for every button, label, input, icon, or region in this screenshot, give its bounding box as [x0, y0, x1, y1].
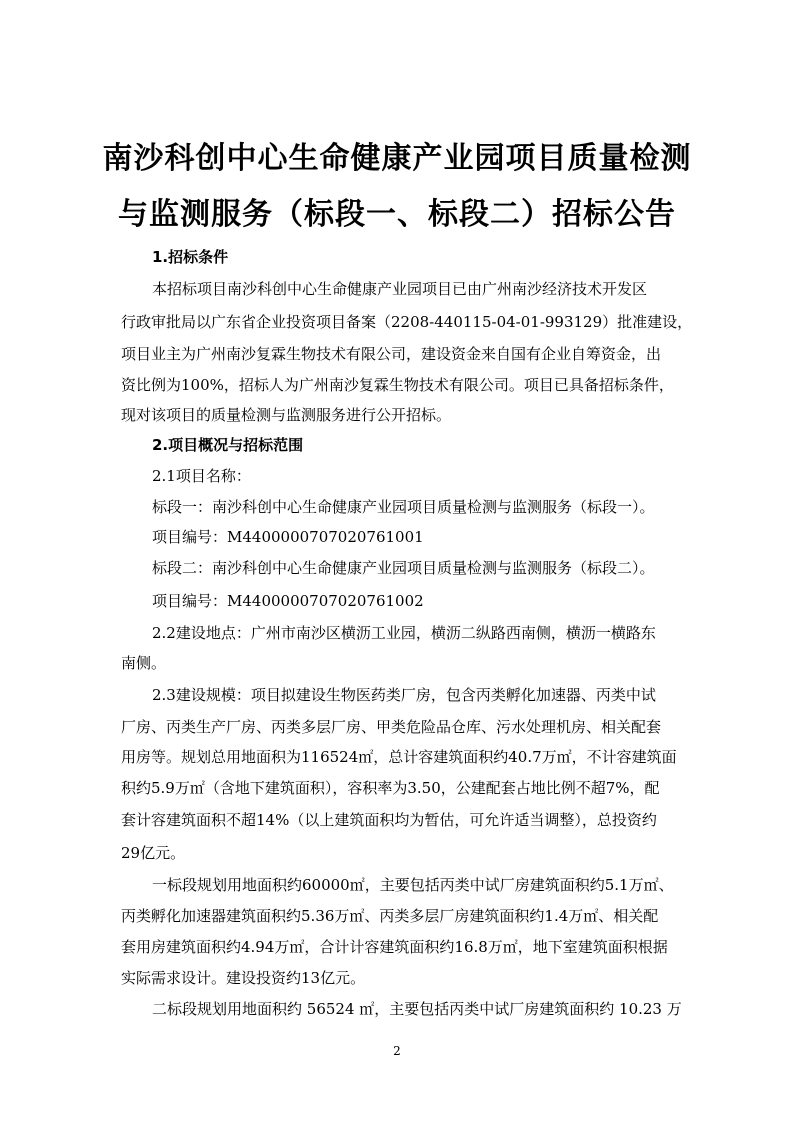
paragraph-line: 一标段规划用地面积约60000㎡，主要包括丙类中试厂房建筑面积约5.1万㎡、 [152, 876, 674, 894]
paragraph-line: 项目编号：M4400000707020761001 [152, 528, 424, 546]
paragraph-line: 实际需求设计。建设投资约13亿元。 [121, 969, 366, 987]
paragraph-line: 行政审批局以广东省企业投资项目备案（2208-440115-04-01-993129）批准建设， [121, 313, 693, 331]
paragraph-line: 丙类孵化加速器建筑面积约5.36万㎡、丙类多层厂房建筑面积约1.4万㎡、相关配 [121, 907, 659, 925]
title-line-1: 南沙科创中心生命健康产业园项目质量检测 [102, 141, 692, 176]
paragraph-line: 现对该项目的质量检测与监测服务进行公开招标。 [121, 406, 452, 424]
paragraph-line: 厂房、丙类生产厂房、丙类多层厂房、甲类危险品仓库、污水处理机房、相关配套 [121, 718, 662, 736]
paragraph-line: 用房等。规划总用地面积为116524㎡，总计容建筑面积约40.7万㎡，不计容建筑面 [121, 748, 677, 766]
paragraph-line: 南侧。 [121, 654, 167, 672]
paragraph-line: 项目业主为广州南沙复霖生物技术有限公司，建设资金来自国有企业自筹资金，出 [121, 345, 662, 363]
paragraph-line: 标段一：南沙科创中心生命健康产业园项目质量检测与监测服务（标段一）。 [152, 498, 655, 516]
title-line-2: 与监测服务（标段一、标段二）招标公告 [118, 197, 676, 232]
page-number: 2 [393, 1044, 401, 1058]
section-heading: 2.项目概况与招标范围 [152, 436, 304, 454]
paragraph-line: 本招标项目南沙科创中心生命健康产业园项目已由广州南沙经济技术开发区 [152, 280, 648, 298]
paragraph-line: 资比例为100%，招标人为广州南沙复霖生物技术有限公司。项目已具备招标条件， [121, 376, 674, 394]
paragraph-line: 套计容建筑面积不超14%（以上建筑面积均为暂估，可允许适当调整），总投资约 [121, 811, 657, 829]
paragraph-line: 2.3建设规模：项目拟建设生物医药类厂房，包含丙类孵化加速器、丙类中试 [152, 686, 656, 704]
paragraph-line: 标段二：南沙科创中心生命健康产业园项目质量检测与监测服务（标段二）。 [152, 559, 655, 577]
paragraph-line: 29亿元。 [121, 844, 186, 862]
paragraph-line: 积约5.9万㎡（含地下建筑面积），容积率为3.50，公建配套占地比例不超7%，配 [121, 779, 660, 797]
paragraph-line: 2.2建设地点：广州市南沙区横沥工业园，横沥二纵路西南侧，横沥一横路东 [152, 624, 656, 642]
paragraph-line: 二标段规划用地面积约 56524 ㎡，主要包括丙类中试厂房建筑面积约 10.23 万 [152, 1000, 682, 1018]
paragraph-line: 项目编号：M4400000707020761002 [152, 592, 424, 610]
paragraph-line: 套用房建筑面积约4.94万㎡，合计计容建筑面积约16.8万㎡，地下室建筑面积根据 [121, 938, 668, 956]
paragraph-line: 2.1项目名称： [152, 467, 251, 485]
section-heading: 1.招标条件 [152, 248, 229, 266]
